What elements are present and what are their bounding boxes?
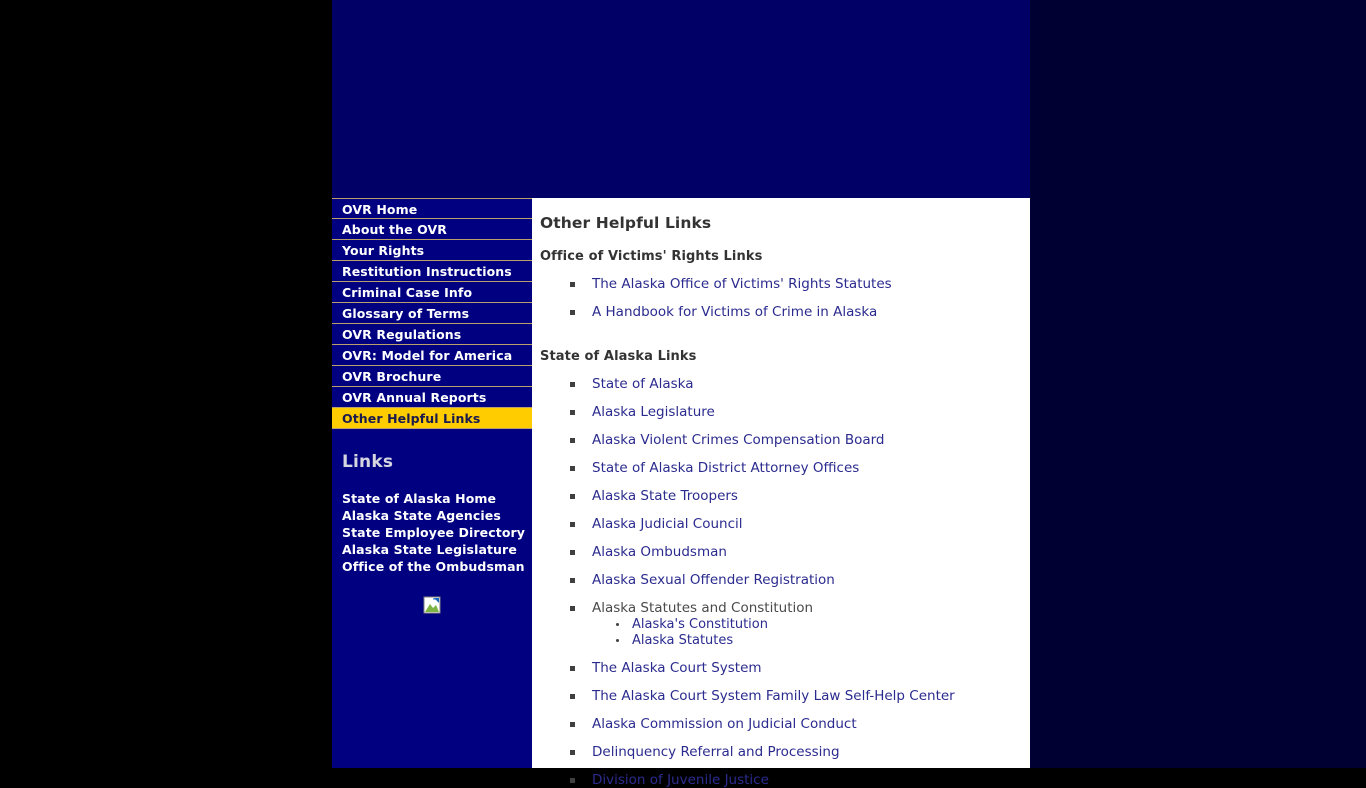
list-item (532, 660, 1030, 676)
sidebar-link-office-of-the-ombudsman[interactable]: Office of the Ombudsman (342, 559, 525, 574)
list-item (532, 600, 1030, 660)
list-item (532, 716, 1030, 732)
sub-list-item (592, 633, 1030, 649)
content-link[interactable]: State of Alaska (592, 376, 694, 392)
content-link[interactable]: A Handbook for Victims of Crime in Alaska (592, 304, 878, 320)
web-page (332, 0, 1030, 788)
list-item (532, 460, 1030, 476)
content-link[interactable]: The Alaska Office of Victims' Rights Statutes (592, 276, 892, 292)
list-item (532, 488, 1030, 504)
sidebar-item-criminal-case-info[interactable]: Criminal Case Info (332, 282, 532, 303)
content-link[interactable]: Alaska State Troopers (592, 488, 738, 504)
page-title: Other Helpful Links (540, 214, 712, 232)
sidebar-link-state-of-alaska-home[interactable]: State of Alaska Home (342, 491, 497, 506)
list-item (532, 744, 1030, 760)
content-link[interactable]: Alaska Commission on Judicial Conduct (592, 716, 857, 732)
list-item (532, 572, 1030, 588)
sidebar-link-alaska-state-legislature[interactable]: Alaska State Legislature (342, 542, 517, 557)
right-outer-gutter (1030, 0, 1366, 768)
list-item (532, 688, 1030, 704)
broken-image-icon (424, 597, 440, 613)
state-links-list (532, 364, 1030, 788)
sidebar-item-other-helpful-links[interactable]: Other Helpful Links (332, 408, 532, 429)
sidebar-item-restitution-instructions[interactable]: Restitution Instructions (332, 261, 532, 282)
list-item (532, 432, 1030, 448)
content-link[interactable]: Division of Juvenile Justice (592, 772, 769, 788)
sidebar-item-your-rights[interactable]: Your Rights (332, 240, 532, 261)
sidebar-item-ovr-model-for-america[interactable]: OVR: Model for America (332, 345, 532, 366)
sidebar-link-state-employee-directory[interactable]: State Employee Directory (342, 525, 526, 540)
sidebar-item-ovr-home[interactable]: OVR Home (332, 198, 532, 219)
list-item (532, 544, 1030, 560)
main-content (532, 198, 1030, 788)
content-link[interactable]: State of Alaska District Attorney Offices (592, 460, 860, 476)
sidebar-item-about-the-ovr[interactable]: About the OVR (332, 219, 532, 240)
site-banner (332, 0, 1030, 198)
content-link[interactable]: Alaska Legislature (592, 404, 715, 420)
sidebar-item-ovr-brochure[interactable]: OVR Brochure (332, 366, 532, 387)
content-link[interactable]: Alaska's Constitution (632, 617, 768, 632)
sidebar-links-box (332, 448, 532, 613)
content-link[interactable]: Alaska Statutes (632, 633, 734, 648)
content-link[interactable]: Delinquency Referral and Processing (592, 744, 840, 760)
sidebar-item-ovr-regulations[interactable]: OVR Regulations (332, 324, 532, 345)
list-item (532, 516, 1030, 532)
section-heading-ovr-links: Office of Victims' Rights Links (540, 249, 763, 264)
content-link[interactable]: Alaska Violent Crimes Compensation Board (592, 432, 885, 448)
left-outer-gutter (0, 0, 332, 768)
ovr-links-list (532, 264, 1030, 320)
sub-list (592, 616, 1030, 649)
list-item (532, 276, 1030, 292)
sidebar-item-glossary-of-terms[interactable]: Glossary of Terms (332, 303, 532, 324)
list-item (532, 304, 1030, 320)
content-link[interactable]: The Alaska Court System (592, 660, 762, 676)
content-link[interactable]: Alaska Judicial Council (592, 516, 743, 532)
list-item (532, 376, 1030, 392)
content-link[interactable]: Alaska Sexual Offender Registration (592, 572, 835, 588)
spacer (592, 649, 1030, 660)
list-item-label: Alaska Statutes and Constitution (592, 600, 814, 616)
content-link[interactable]: Alaska Ombudsman (592, 544, 727, 560)
sub-list-item (592, 617, 1030, 633)
sidebar-link-alaska-state-agencies[interactable]: Alaska State Agencies (342, 508, 501, 523)
primary-navigation (332, 198, 532, 429)
section-heading-state-links: State of Alaska Links (540, 349, 697, 364)
list-item (532, 404, 1030, 420)
sidebar-item-ovr-annual-reports[interactable]: OVR Annual Reports (332, 387, 532, 408)
content-link[interactable]: The Alaska Court System Family Law Self-Help Center (592, 688, 955, 704)
sidebar-links-heading: Links (342, 452, 394, 472)
sidebar (332, 198, 532, 768)
list-item (532, 772, 1030, 788)
sidebar-links-list (332, 472, 532, 575)
